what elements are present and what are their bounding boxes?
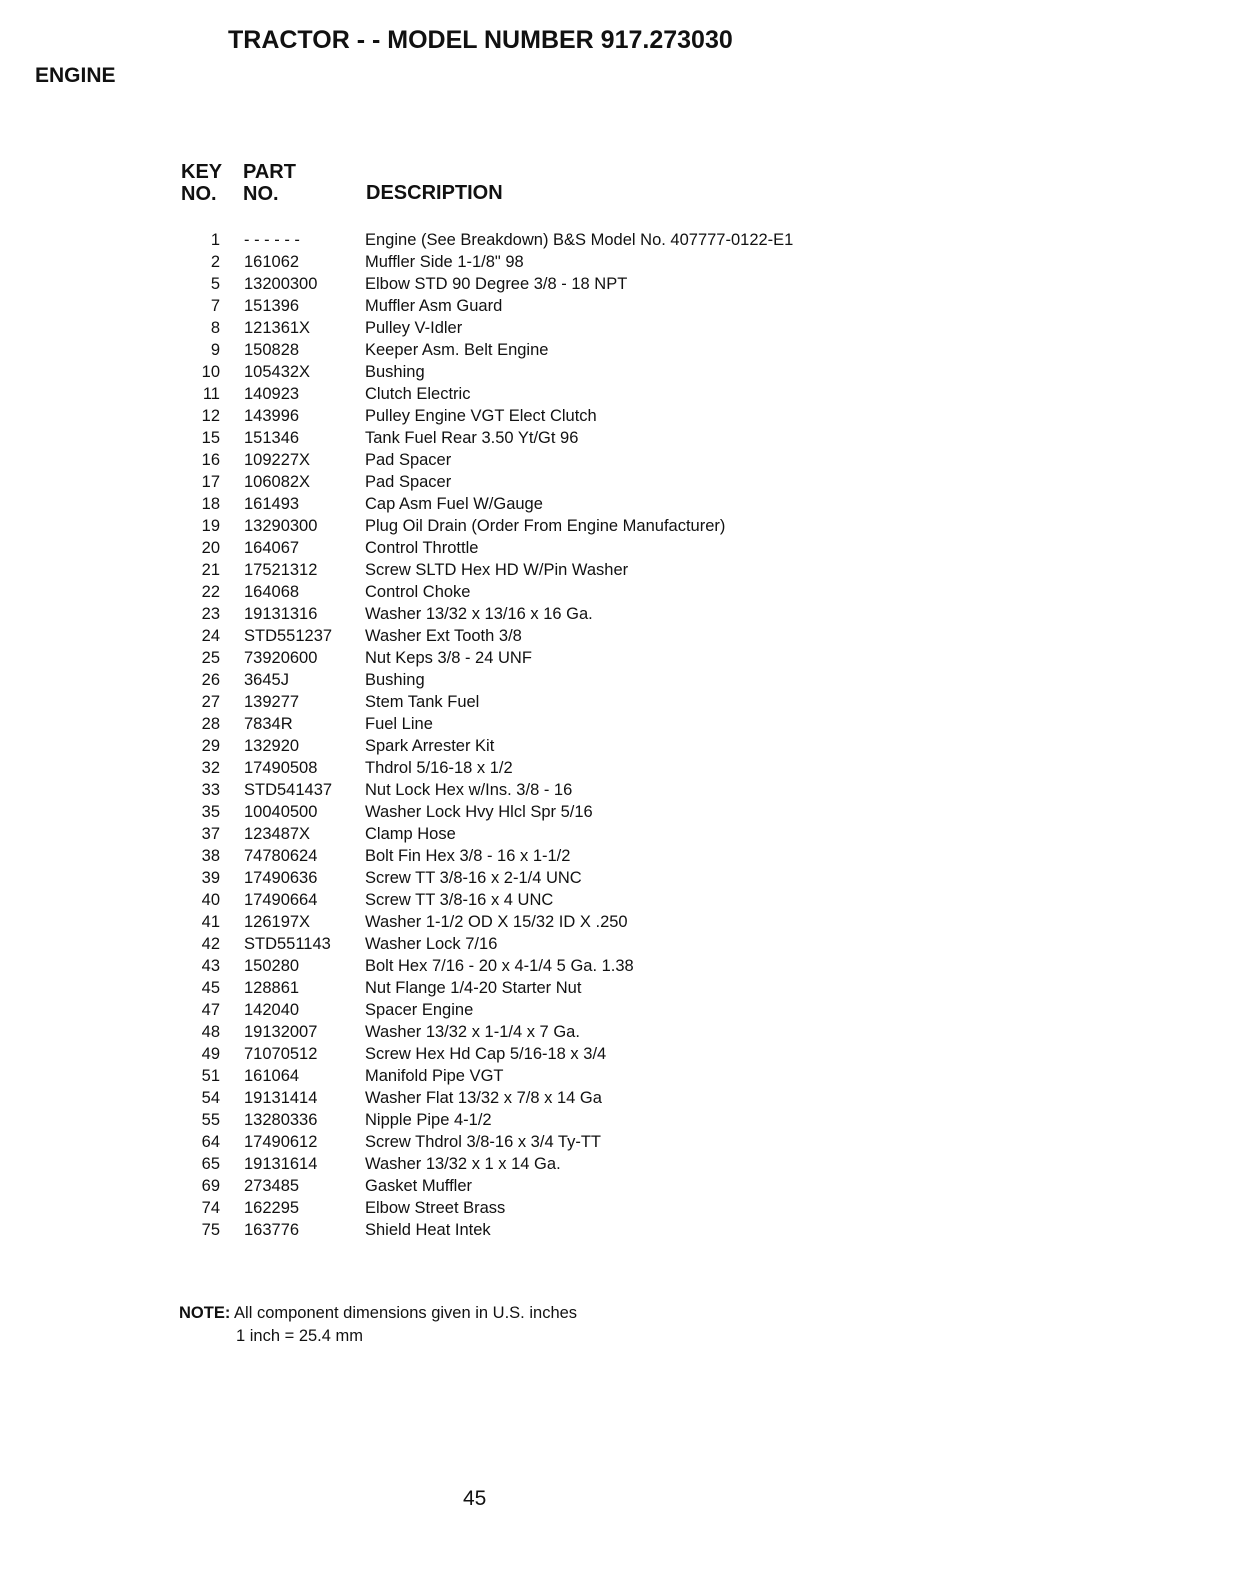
- part-description: Nut Lock Hex w/Ins. 3/8 - 16: [365, 781, 573, 799]
- key-number: 26: [201, 671, 220, 689]
- part-number: 73920600: [244, 649, 318, 667]
- part-number: STD541437: [244, 781, 333, 799]
- key-number: 74: [201, 1199, 220, 1217]
- table-row: [0, 933, 1244, 955]
- table-row: [0, 493, 1244, 515]
- table-row: [0, 1087, 1244, 1109]
- part-description: Thdrol 5/16-18 x 1/2: [365, 759, 513, 777]
- table-row: [0, 1065, 1244, 1087]
- table-row: [0, 1197, 1244, 1219]
- table-row: [0, 1175, 1244, 1197]
- table-row: [0, 251, 1244, 273]
- key-number: 20: [201, 539, 220, 557]
- key-number: 22: [201, 583, 220, 601]
- note-conversion: 1 inch = 25.4 mm: [236, 1327, 364, 1345]
- part-number: 123487X: [244, 825, 311, 843]
- table-row: [0, 471, 1244, 493]
- part-description: Washer 13/32 x 13/16 x 16 Ga.: [365, 605, 593, 623]
- key-number: 41: [201, 913, 220, 931]
- part-description: Spark Arrester Kit: [365, 737, 495, 755]
- key-number: 65: [201, 1155, 220, 1173]
- key-number: 9: [210, 341, 220, 359]
- table-row: [0, 427, 1244, 449]
- table-row: [0, 537, 1244, 559]
- part-number: 161064: [244, 1067, 300, 1085]
- part-description: Washer Lock 7/16: [365, 935, 498, 953]
- key-number: 23: [201, 605, 220, 623]
- key-number: 48: [201, 1023, 220, 1041]
- page-number: 45: [463, 1487, 487, 1510]
- part-number: STD551237: [244, 627, 333, 645]
- table-row: [0, 603, 1244, 625]
- part-description: Bolt Hex 7/16 - 20 x 4-1/4 5 Ga. 1.38: [365, 957, 634, 975]
- part-description: Gasket Muffler: [365, 1177, 472, 1195]
- part-number: 17521312: [244, 561, 318, 579]
- part-description: Plug Oil Drain (Order From Engine Manufacturer): [365, 517, 726, 535]
- key-number: 25: [201, 649, 220, 667]
- part-number: 150828: [244, 341, 300, 359]
- part-number: 7834R: [244, 715, 293, 733]
- table-row: [0, 801, 1244, 823]
- table-row: [0, 581, 1244, 603]
- part-number: 150280: [244, 957, 300, 975]
- table-row: [0, 339, 1244, 361]
- part-description: Muffler Side 1-1/8" 98: [365, 253, 524, 271]
- table-row: [0, 911, 1244, 933]
- part-number: STD551143: [244, 935, 331, 953]
- part-description: Tank Fuel Rear 3.50 Yt/Gt 96: [365, 429, 579, 447]
- table-row: [0, 889, 1244, 911]
- part-description: Elbow Street Brass: [365, 1199, 506, 1217]
- key-number: 19: [201, 517, 220, 535]
- key-number: 32: [201, 759, 220, 777]
- key-number: 29: [201, 737, 220, 755]
- table-row: [0, 647, 1244, 669]
- part-description: Pad Spacer: [365, 473, 452, 491]
- table-row: [0, 691, 1244, 713]
- part-number: 162295: [244, 1199, 300, 1217]
- part-description: Washer 13/32 x 1-1/4 x 7 Ga.: [365, 1023, 580, 1041]
- part-description: Washer 13/32 x 1 x 14 Ga.: [365, 1155, 561, 1173]
- part-description: Spacer Engine: [365, 1001, 474, 1019]
- column-header-key-line1: KEY: [181, 161, 223, 183]
- table-row: [0, 1153, 1244, 1175]
- table-row: [0, 229, 1244, 251]
- part-number: 17490508: [244, 759, 318, 777]
- part-description: Manifold Pipe VGT: [365, 1067, 504, 1085]
- key-number: 5: [210, 275, 220, 293]
- section-heading: ENGINE: [35, 64, 116, 87]
- key-number: 75: [201, 1221, 220, 1239]
- part-number: 10040500: [244, 803, 318, 821]
- table-row: [0, 361, 1244, 383]
- column-header-key-line2: NO.: [181, 183, 217, 205]
- column-header-part-no: [243, 161, 296, 205]
- part-number: 17490664: [244, 891, 318, 909]
- part-description: Washer Ext Tooth 3/8: [365, 627, 522, 645]
- table-row: [0, 867, 1244, 889]
- part-description: Nut Keps 3/8 - 24 UNF: [365, 649, 532, 667]
- key-number: 11: [202, 385, 220, 403]
- table-row: [0, 779, 1244, 801]
- part-number: 140923: [244, 385, 300, 403]
- key-number: 12: [201, 407, 220, 425]
- key-number: 8: [210, 319, 220, 337]
- part-number: 161493: [244, 495, 300, 513]
- part-number: 142040: [244, 1001, 300, 1019]
- key-number: 17: [201, 473, 220, 491]
- table-row: [0, 1021, 1244, 1043]
- column-header-part-line1: PART: [243, 161, 296, 183]
- key-number: 37: [201, 825, 220, 843]
- table-row: [0, 317, 1244, 339]
- table-row: [0, 515, 1244, 537]
- part-description: Nut Flange 1/4-20 Starter Nut: [365, 979, 582, 997]
- table-row: [0, 999, 1244, 1021]
- key-number: 45: [201, 979, 220, 997]
- part-number: 19132007: [244, 1023, 318, 1041]
- table-row: [0, 669, 1244, 691]
- table-row: [0, 1131, 1244, 1153]
- part-description: Keeper Asm. Belt Engine: [365, 341, 549, 359]
- table-row: [0, 823, 1244, 845]
- table-row: [0, 1109, 1244, 1131]
- part-description: Screw Hex Hd Cap 5/16-18 x 3/4: [365, 1045, 607, 1063]
- part-description: Screw Thdrol 3/8-16 x 3/4 Ty-TT: [365, 1133, 601, 1151]
- part-description: Washer 1-1/2 OD X 15/32 ID X .250: [365, 913, 628, 931]
- part-number: 126197X: [244, 913, 311, 931]
- key-number: 69: [201, 1177, 220, 1195]
- part-description: Pulley V-Idler: [365, 319, 463, 337]
- key-number: 47: [201, 1001, 220, 1019]
- part-number: 106082X: [244, 473, 311, 491]
- part-description: Washer Flat 13/32 x 7/8 x 14 Ga: [365, 1089, 602, 1107]
- table-row: [0, 1043, 1244, 1065]
- part-description: Pad Spacer: [365, 451, 452, 469]
- part-description: Bushing: [365, 363, 425, 381]
- part-number: 163776: [244, 1221, 300, 1239]
- column-header-description: DESCRIPTION: [366, 182, 503, 204]
- key-number: 49: [201, 1045, 220, 1063]
- table-row: [0, 383, 1244, 405]
- key-number: 54: [201, 1089, 220, 1107]
- table-row: [0, 955, 1244, 977]
- key-number: 1: [210, 231, 220, 249]
- table-row: [0, 1219, 1244, 1241]
- part-description: Control Choke: [365, 583, 471, 601]
- key-number: 35: [201, 803, 220, 821]
- part-number: 3645J: [244, 671, 289, 689]
- key-number: 55: [201, 1111, 220, 1129]
- note: [179, 1302, 577, 1324]
- part-description: Fuel Line: [365, 715, 433, 733]
- part-description: Screw TT 3/8-16 x 4 UNC: [365, 891, 554, 909]
- column-header-part-line2: NO.: [243, 183, 279, 205]
- part-number: 13280336: [244, 1111, 318, 1129]
- part-number: 128861: [244, 979, 300, 997]
- table-row: [0, 713, 1244, 735]
- part-number: 74780624: [244, 847, 318, 865]
- key-number: 10: [201, 363, 220, 381]
- table-row: [0, 405, 1244, 427]
- key-number: 43: [201, 957, 220, 975]
- part-number: 17490612: [244, 1133, 318, 1151]
- part-number: 13200300: [244, 275, 318, 293]
- table-row: [0, 845, 1244, 867]
- part-number: - - - - - -: [244, 231, 300, 249]
- key-number: 40: [201, 891, 220, 909]
- part-description: Muffler Asm Guard: [365, 297, 503, 315]
- part-number: 121361X: [244, 319, 311, 337]
- part-description: Nipple Pipe 4-1/2: [365, 1111, 492, 1129]
- table-row: [0, 977, 1244, 999]
- key-number: 7: [210, 297, 220, 315]
- page-title: TRACTOR - - MODEL NUMBER 917.273030: [228, 26, 733, 54]
- key-number: 2: [210, 253, 220, 271]
- part-number: 161062: [244, 253, 300, 271]
- key-number: 24: [201, 627, 220, 645]
- part-number: 132920: [244, 737, 300, 755]
- part-number: 17490636: [244, 869, 318, 887]
- part-description: Engine (See Breakdown) B&S Model No. 407777-0122-E1: [365, 231, 794, 249]
- key-number: 21: [201, 561, 220, 579]
- part-description: Screw SLTD Hex HD W/Pin Washer: [365, 561, 629, 579]
- part-number: 143996: [244, 407, 300, 425]
- table-row: [0, 559, 1244, 581]
- part-number: 164068: [244, 583, 300, 601]
- part-description: Screw TT 3/8-16 x 2-1/4 UNC: [365, 869, 582, 887]
- key-number: 39: [201, 869, 220, 887]
- part-number: 13290300: [244, 517, 318, 535]
- key-number: 27: [201, 693, 220, 711]
- table-row: [0, 295, 1244, 317]
- part-description: Bolt Fin Hex 3/8 - 16 x 1-1/2: [365, 847, 571, 865]
- key-number: 28: [201, 715, 220, 733]
- part-number: 19131316: [244, 605, 318, 623]
- part-description: Clutch Electric: [365, 385, 471, 403]
- key-number: 16: [201, 451, 220, 469]
- part-number: 19131414: [244, 1089, 318, 1107]
- key-number: 18: [201, 495, 220, 513]
- note-text: All component dimensions given in U.S. inches: [234, 1304, 578, 1322]
- key-number: 15: [201, 429, 220, 447]
- part-description: Shield Heat Intek: [365, 1221, 491, 1239]
- part-number: 105432X: [244, 363, 311, 381]
- table-row: [0, 625, 1244, 647]
- part-number: 151346: [244, 429, 300, 447]
- table-row: [0, 757, 1244, 779]
- table-row: [0, 449, 1244, 471]
- part-description: Washer Lock Hvy Hlcl Spr 5/16: [365, 803, 593, 821]
- part-description: Elbow STD 90 Degree 3/8 - 18 NPT: [365, 275, 628, 293]
- part-number: 19131614: [244, 1155, 318, 1173]
- key-number: 42: [201, 935, 220, 953]
- table-row: [0, 273, 1244, 295]
- part-description: Pulley Engine VGT Elect Clutch: [365, 407, 597, 425]
- table-row: [0, 735, 1244, 757]
- part-number: 71070512: [244, 1045, 318, 1063]
- part-number: 151396: [244, 297, 300, 315]
- part-number: 139277: [244, 693, 300, 711]
- key-number: 64: [201, 1133, 220, 1151]
- column-header-key-no: [181, 161, 222, 205]
- parts-list: [0, 229, 1244, 1241]
- part-description: Clamp Hose: [365, 825, 456, 843]
- part-number: 273485: [244, 1177, 300, 1195]
- part-description: Stem Tank Fuel: [365, 693, 480, 711]
- key-number: 33: [201, 781, 220, 799]
- part-number: 109227X: [244, 451, 311, 469]
- part-description: Bushing: [365, 671, 425, 689]
- key-number: 51: [201, 1067, 220, 1085]
- part-description: Control Throttle: [365, 539, 479, 557]
- note-label: NOTE:: [179, 1304, 231, 1322]
- part-description: Cap Asm Fuel W/Gauge: [365, 495, 543, 513]
- part-number: 164067: [244, 539, 300, 557]
- key-number: 38: [201, 847, 220, 865]
